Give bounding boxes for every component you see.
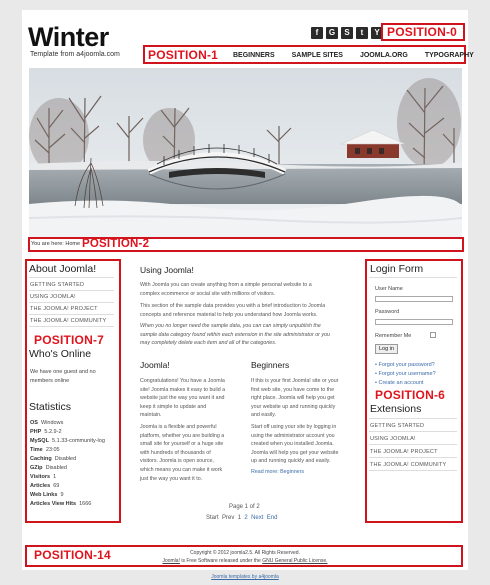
divider: [29, 314, 114, 315]
youtube-icon[interactable]: Y: [371, 27, 383, 39]
about-joomla-title: About Joomla!: [29, 263, 97, 275]
right-menu-using-joomla[interactable]: USING JOOMLA!: [370, 436, 416, 442]
pagination-prev[interactable]: Prev: [222, 515, 235, 521]
divider: [369, 418, 457, 419]
divider: [369, 457, 457, 458]
login-form-title: Login Form: [370, 263, 424, 275]
right-menu-joomla-community[interactable]: THE JOOMLA! COMMUNITY: [370, 462, 447, 468]
copyright-text: Copyright © 2012 joomla2.5. All Rights Reserved.: [190, 550, 300, 556]
stat-php: PHP 5.2.9-2: [30, 429, 62, 435]
intro-paragraph-2: This section of the sample data provides you with a brief introduction to Joomla concepts and reference material to help you understand how Joomla works.: [140, 303, 326, 318]
left-menu-joomla-project[interactable]: THE JOOMLA! PROJECT: [30, 306, 98, 312]
divider: [29, 302, 114, 303]
intro-paragraph-1: With Joomla you can create anything from a simple personal website to a complex ecommerce or social site with millions of visitors.: [140, 282, 312, 297]
breadcrumb: [31, 241, 80, 247]
twitter-icon[interactable]: t: [356, 27, 368, 39]
position-0-label: POSITION-0: [387, 25, 458, 39]
position-2-label: POSITION-2: [82, 238, 150, 250]
breadcrumb-prefix: You are here:: [31, 241, 64, 247]
gpl-link[interactable]: GNU General Public License.: [262, 558, 328, 564]
whos-online-line-1: We have one guest and no: [30, 369, 96, 375]
divider: [29, 277, 114, 278]
stat-gzip: GZip Disabled: [30, 465, 67, 471]
site-tagline: Template from a4joomla.com: [30, 51, 120, 58]
joomla-paragraph-2: Joomla is a flexible and powerful platform, whether you are building a small site for yourself or a huge site with hundreds of thousands of visitors. Joomla is open source, which means you can make it work just the way you want it to.: [140, 424, 225, 482]
article-title[interactable]: Using Joomla!: [140, 265, 194, 275]
license-text: Joomla! is Free Software released under the GNU General Public License.: [162, 558, 328, 564]
password-label: Password: [375, 309, 400, 315]
pagination-start[interactable]: Start: [206, 515, 219, 521]
pagination-page-2[interactable]: 2: [244, 515, 248, 521]
position-6-label: POSITION-6: [375, 388, 446, 402]
beginners-article-title[interactable]: Beginners: [251, 360, 290, 370]
forgot-password-link[interactable]: • Forgot your password?: [375, 362, 435, 368]
stat-web-links: Web Links 9: [30, 492, 64, 498]
stat-os: OS Windows: [30, 420, 64, 426]
username-input[interactable]: [375, 296, 453, 302]
stat-caching: Caching Disabled: [30, 456, 77, 462]
right-menu-getting-started[interactable]: GETTING STARTED: [370, 423, 425, 429]
joomla-paragraph-1: Congratulations! You have a Joomla site! Joomla makes it easy to build a website just the way you want it and keep it simple to update and maintain.: [140, 378, 226, 419]
pagination-end[interactable]: End: [266, 515, 278, 521]
divider: [369, 431, 457, 432]
stat-time: Time 23:05: [30, 447, 60, 453]
divider: [29, 290, 114, 291]
pagination-next[interactable]: Next: [251, 515, 264, 521]
site-logo[interactable]: Winter: [28, 22, 109, 52]
divider: [369, 277, 457, 278]
divider: [369, 470, 457, 471]
nav-typography[interactable]: TYPOGRAPHY: [424, 52, 474, 59]
stat-articles-view-hits: Articles View Hits 1666: [30, 501, 92, 507]
read-more-link[interactable]: Read more: Beginners: [251, 469, 304, 475]
left-menu-joomla-community[interactable]: THE JOOMLA! COMMUNITY: [30, 318, 107, 324]
password-input[interactable]: [375, 319, 453, 325]
page-indicator: Page 1 of 2: [229, 504, 260, 510]
remember-me-label: Remember Me: [375, 333, 412, 339]
whos-online-title: Who's Online: [29, 348, 92, 360]
top-navigation: [233, 52, 474, 59]
beginners-paragraph-2: Start off using your site by logging in using the administrator account you created when you installed Joomla. Joomla will help you get your website up and running quickly and easily.: [251, 424, 339, 465]
templates-credit-link[interactable]: Joomla templates by a4joomla: [211, 574, 279, 580]
statistics-title: Statistics: [29, 401, 72, 413]
joomla-article-title[interactable]: Joomla!: [140, 360, 170, 370]
stat-mysql: MySQL 5.1.33-community-log: [30, 438, 105, 444]
left-menu-using-joomla[interactable]: USING JOOMLA!: [30, 294, 76, 300]
winter-banner-image: [29, 68, 462, 237]
position-7-label: POSITION-7: [34, 333, 105, 347]
skype-icon[interactable]: S: [341, 27, 353, 39]
position-1-label: POSITION-1: [148, 48, 219, 62]
right-menu-joomla-project[interactable]: THE JOOMLA! PROJECT: [370, 449, 438, 455]
pagination-page-1[interactable]: 1: [237, 515, 242, 521]
position-14-label: POSITION-14: [34, 548, 111, 562]
whos-online-line-2: members online: [30, 378, 70, 384]
nav-sample-sites[interactable]: SAMPLE SITES: [291, 52, 343, 59]
stat-articles: Articles 69: [30, 483, 60, 489]
forgot-username-link[interactable]: • Forgot your username?: [375, 371, 436, 377]
joomla-link[interactable]: Joomla!: [162, 558, 180, 564]
create-account-link[interactable]: • Create an account: [375, 380, 424, 386]
extensions-title: Extensions: [370, 403, 422, 415]
intro-paragraph-3: When you no longer need the sample data, you can can simply unpublish the sample data category found within each extension in the site administrator or you may completely delete each item and all of the categories.: [140, 323, 330, 347]
nav-joomla-org[interactable]: JOOMLA.ORG: [359, 52, 408, 59]
beginners-paragraph-1: If this is your first Joomla! site or your first web site, you have come to the right place. Joomla will help you get your website up and running quickly and easily.: [251, 378, 339, 419]
divider: [29, 326, 114, 327]
social-icons: [311, 27, 383, 39]
pagination: [206, 515, 277, 521]
stat-visitors: Visitors 1: [30, 474, 57, 480]
nav-beginners[interactable]: BEGINNERS: [233, 52, 275, 59]
left-menu-getting-started[interactable]: GETTING STARTED: [30, 282, 85, 288]
username-label: User Name: [375, 286, 403, 292]
login-button[interactable]: Log in: [375, 344, 398, 354]
google-icon[interactable]: G: [326, 27, 338, 39]
remember-me-checkbox[interactable]: [430, 332, 436, 338]
breadcrumb-home[interactable]: Home: [65, 241, 81, 247]
divider: [369, 444, 457, 445]
facebook-icon[interactable]: f: [311, 27, 323, 39]
